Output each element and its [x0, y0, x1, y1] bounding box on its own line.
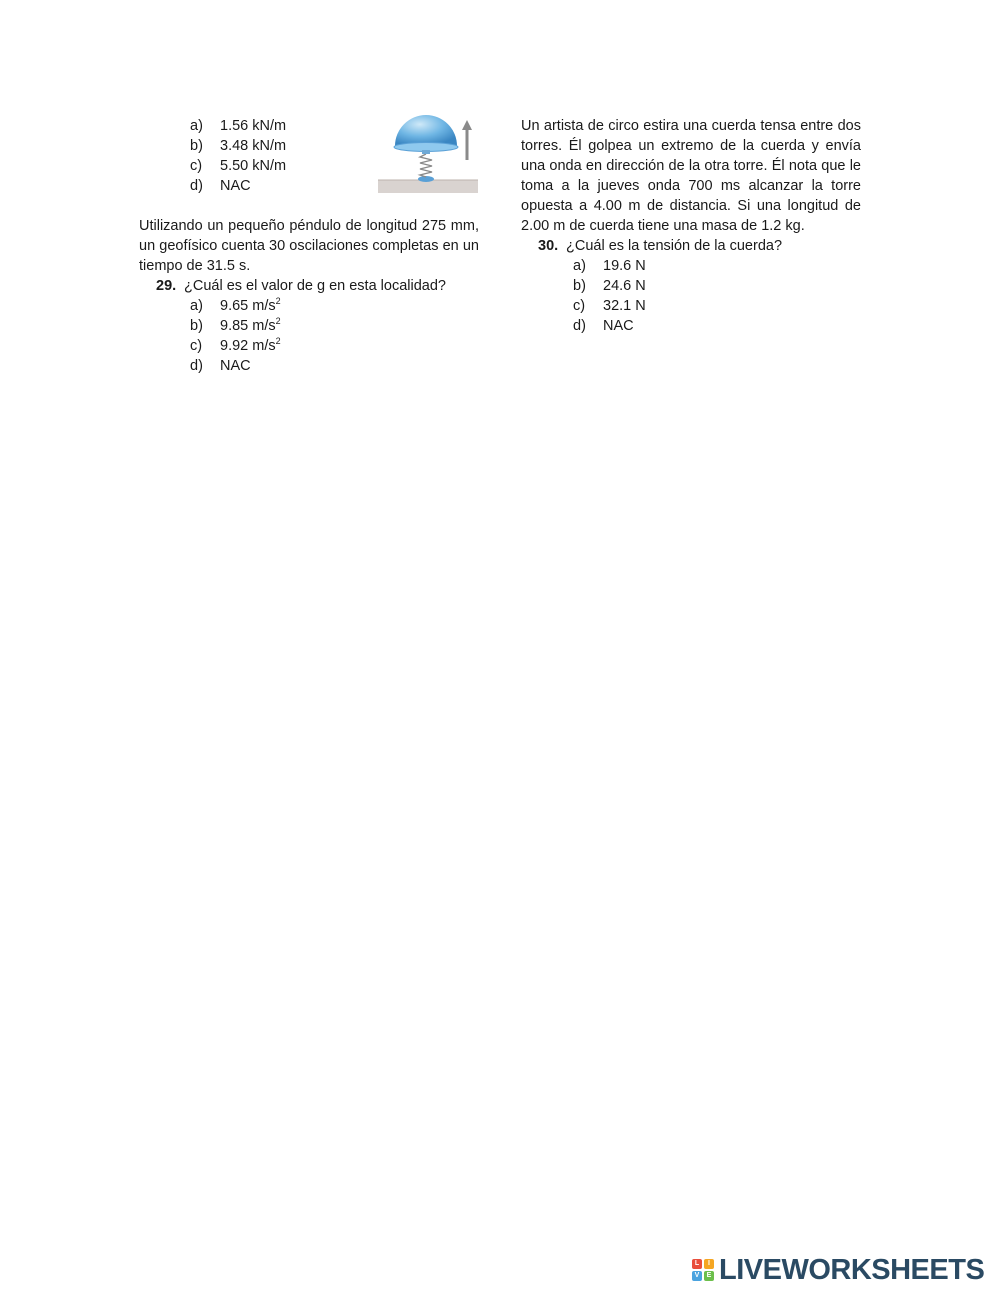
options-list-30	[573, 256, 861, 336]
option-letter: d)	[190, 178, 203, 194]
option-a[interactable]	[573, 256, 861, 276]
option-letter: c)	[190, 338, 203, 354]
option-letter: b)	[190, 318, 203, 334]
option-letter: a)	[190, 298, 203, 314]
option-letter: a)	[190, 118, 203, 134]
option-text: NAC	[220, 358, 251, 374]
option-letter: c)	[573, 298, 586, 314]
question-text: ¿Cuál es la tensión de la cuerda?	[566, 238, 783, 254]
option-letter: b)	[190, 138, 203, 154]
liveworksheets-logo	[692, 1256, 984, 1284]
option-letter: b)	[573, 278, 586, 294]
problem-paragraph-30: Un artista de circo estira una cuerda tensa entre dos torres. Él golpea un extremo de la cuerda y envía una onda en dirección de la otra torre. Él nota que le toma a la jueves onda 700 ms alcanzar la torre opuesta a 4.00 m de distancia. Si una longitud de 2.00 m de cuerda tiene una masa de 1.2 kg.	[521, 118, 861, 234]
option-text: 3.48 kN/m	[220, 138, 287, 154]
question-30	[538, 236, 861, 256]
right-column	[521, 116, 861, 336]
option-c[interactable]	[573, 296, 861, 316]
option-letter: d)	[190, 358, 203, 374]
option-a[interactable]	[190, 296, 479, 316]
spring-dome-icon	[377, 112, 479, 198]
options-list-29	[190, 296, 479, 376]
question-29	[156, 276, 479, 296]
option-text: 24.6 N	[603, 278, 646, 294]
option-d[interactable]	[573, 316, 861, 336]
option-text: 9.92 $m/s^2$	[220, 336, 281, 354]
option-letter: c)	[190, 158, 203, 174]
option-text: 1.56 kN/m	[220, 118, 287, 134]
option-text: 9.65 $m/s^2$	[220, 296, 281, 314]
logo-mark-icon: L I V E	[692, 1259, 714, 1281]
spring-dome-figure	[377, 112, 479, 198]
logo-text: LIVEWORKSHEETS	[719, 1254, 985, 1286]
option-b[interactable]	[190, 316, 479, 336]
question-number: 30.	[538, 238, 559, 254]
option-text: 9.85 $m/s^2$	[220, 316, 281, 334]
question-number: 29.	[156, 278, 177, 294]
option-letter: a)	[573, 258, 586, 274]
option-text: 19.6 N	[603, 258, 646, 274]
option-text: 32.1 N	[603, 298, 646, 314]
option-b[interactable]	[573, 276, 861, 296]
question-text: ¿Cuál es el valor de g en esta localidad?	[184, 278, 446, 294]
option-text: NAC	[603, 318, 634, 334]
option-c[interactable]	[190, 336, 479, 356]
problem-paragraph-29: Utilizando un pequeño péndulo de longitud 275 mm, un geofísico cuenta 30 oscilaciones completas en un tiempo de 31.5 s.	[139, 218, 479, 274]
option-d[interactable]	[190, 356, 479, 376]
option-text: NAC	[220, 178, 251, 194]
option-letter: d)	[573, 318, 586, 334]
option-text: 5.50 kN/m	[220, 158, 287, 174]
